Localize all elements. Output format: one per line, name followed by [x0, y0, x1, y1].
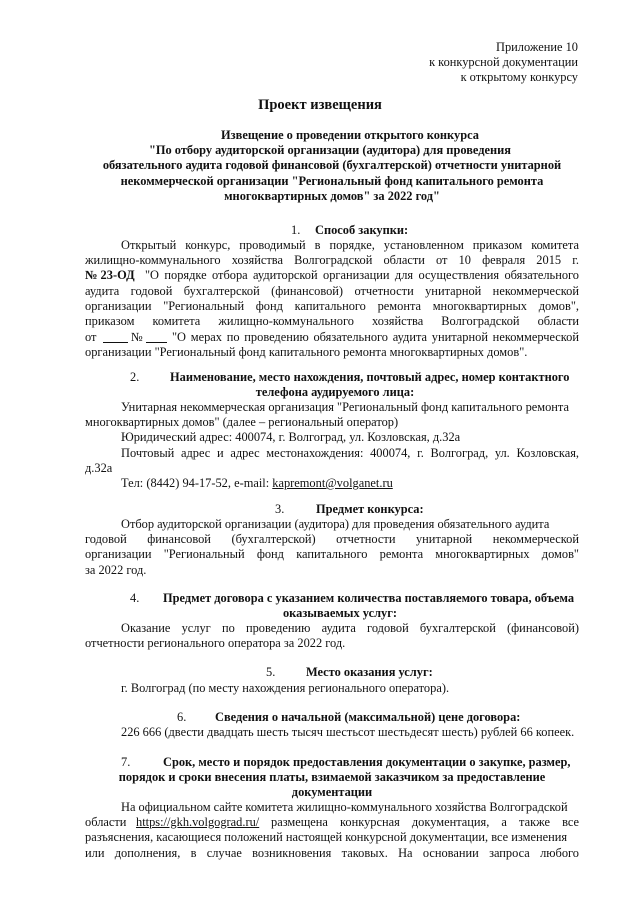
section-6-line-1: 226 666 (двести двадцать шесть тысяч шестьсот шестьдесят шесть) рублей 66 копеек. [121, 725, 575, 739]
section-6-number: 6. [177, 710, 187, 724]
notice-title-line-1: Извещение о проведении открытого конкурса [221, 128, 479, 142]
section-5-number: 5. [266, 665, 276, 679]
email-link[interactable]: kapremont@volganet.ru [272, 476, 393, 490]
section-4-number: 4. [130, 591, 140, 605]
notice-title-line-3: обязательного аудита годовой финансовой (бухгалтерской) отчетности унитарной [102, 158, 562, 172]
appendix-line-3: к открытому конкурсу [460, 70, 578, 84]
section-4-heading-line-1: Предмет договора с указанием количества поставляемого товара, объема [163, 591, 575, 605]
section-7-line-3: разъяснения, касающиеся положений настоящей конкурсной документации, все изменения [85, 830, 568, 844]
blank-date-line [103, 342, 128, 343]
section-1-line-3: "О порядке отбора аудиторской организации для осуществления обязательного [145, 268, 579, 282]
notice-title-line-2: "По отбору аудиторской организации (аудитора) для проведения [148, 143, 511, 157]
section-5-line-1: г. Волгоград (по месту нахождения регионального оператора). [121, 681, 450, 695]
section-1-line-4: аудита годовой бухгалтерской (финансовой) отчетности унитарной некоммерческой [85, 284, 579, 298]
notice-title-line-5: многоквартирных домов" за 2022 год" [224, 189, 440, 203]
section-7-line-4: или дополнения, в случае возникновения таковых. На основании запроса любого [85, 846, 579, 860]
section-4-heading-line-2: оказываемых услуг: [282, 606, 397, 620]
section-7-heading-line-3: документации [291, 785, 373, 799]
section-1-heading: Способ закупки: [315, 223, 409, 237]
section-2-line-4: Почтовый адрес и адрес местонахождения: 400074, г. Волгоград, ул. Козловская, [121, 446, 579, 460]
section-7-heading-line-1: Срок, место и порядок предоставления документации о закупке, размер, [163, 755, 571, 769]
section-7-number: 7. [121, 755, 131, 769]
section-5-heading: Место оказания услуг: [306, 665, 433, 679]
section-1-number: 1. [291, 223, 301, 237]
blank-number-line [146, 342, 167, 343]
section-2-number: 2. [130, 370, 140, 384]
section-2-heading-line-2: телефона аудируемого лица: [255, 385, 415, 399]
page-title: Проект извещения [258, 97, 382, 113]
section-1-line-5: организации "Региональный фонд капитального ремонта многоквартирных домов", [85, 299, 579, 313]
section-2-line-5: д.32а [85, 461, 113, 475]
section-3-line-4: за 2022 год. [85, 563, 147, 577]
section-7-line-1: На официальном сайте комитета жилищно-коммунального хозяйства Волгоградской [121, 800, 568, 814]
section-2-line-3: Юридический адрес: 400074, г. Волгоград, ул. Козловская, д.32а [121, 430, 461, 444]
section-4-line-1: Оказание услуг по проведению аудита годовой бухгалтерской (финансовой) [121, 621, 579, 635]
gkh-site-link[interactable]: https://gkh.volgograd.ru/ [136, 815, 260, 829]
section-3-heading: Предмет конкурса: [316, 502, 424, 516]
section-2-line-1: Унитарная некоммерческая организация "Региональный фонд капитального ремонта [121, 400, 570, 414]
section-7-area-label: области [85, 815, 127, 829]
section-2-line-2: многоквартирных домов" (далее – региональный оператор) [85, 415, 399, 429]
section-6-heading: Сведения о начальной (максимальной) цене договора: [215, 710, 521, 724]
appendix-line-2: к конкурсной документации [429, 55, 578, 69]
section-3-line-3: организации "Региональный фонд капитального ремонта многоквартирных домов" [85, 547, 579, 561]
section-1-line-2: жилищно-коммунального хозяйства Волгоградской области от 10 февраля 2015 г. [85, 253, 579, 267]
section-1-line-1: Открытый конкурс, проводимый в порядке, установленном приказом комитета [121, 238, 579, 252]
section-2-heading-line-1: Наименование, место нахождения, почтовый адрес, номер контактного [170, 370, 570, 384]
section-3-line-1: Отбор аудиторской организации (аудитора) для проведения обязательного аудита [121, 517, 550, 531]
section-2-tel: Тел: (8442) 94-17-52, e-mail: [121, 476, 270, 490]
section-4-line-2: отчетности регионального оператора за 2022 год. [85, 636, 346, 650]
section-3-number: 3. [275, 502, 285, 516]
section-1-line-8: организации "Региональный фонд капитального ремонта многоквартирных домов". [85, 345, 528, 359]
section-7-line-2: размещена конкурсная документация, а также все [271, 815, 579, 829]
notice-title-line-4: некоммерческой организации "Региональный фонд капитального ремонта [120, 174, 544, 188]
section-1-line-6: приказом комитета жилищно-коммунального хозяйства Волгоградской области [85, 314, 579, 328]
section-7-heading-line-2: порядок и сроки внесения платы, взимаемой заказчиком за предоставление [118, 770, 546, 784]
section-2-contacts [121, 476, 393, 491]
appendix-line-1: Приложение 10 [496, 40, 578, 54]
section-3-line-2: годовой финансовой (бухгалтерской) отчетности унитарной некоммерческой [85, 532, 579, 546]
section-1-date-label: от [85, 330, 97, 344]
section-1-number-label: № [131, 330, 143, 344]
section-1-line-7: "О мерах по проведению обязательного аудита унитарной некоммерческой [172, 330, 579, 344]
section-1-order-number: № 23-ОД [85, 268, 135, 282]
